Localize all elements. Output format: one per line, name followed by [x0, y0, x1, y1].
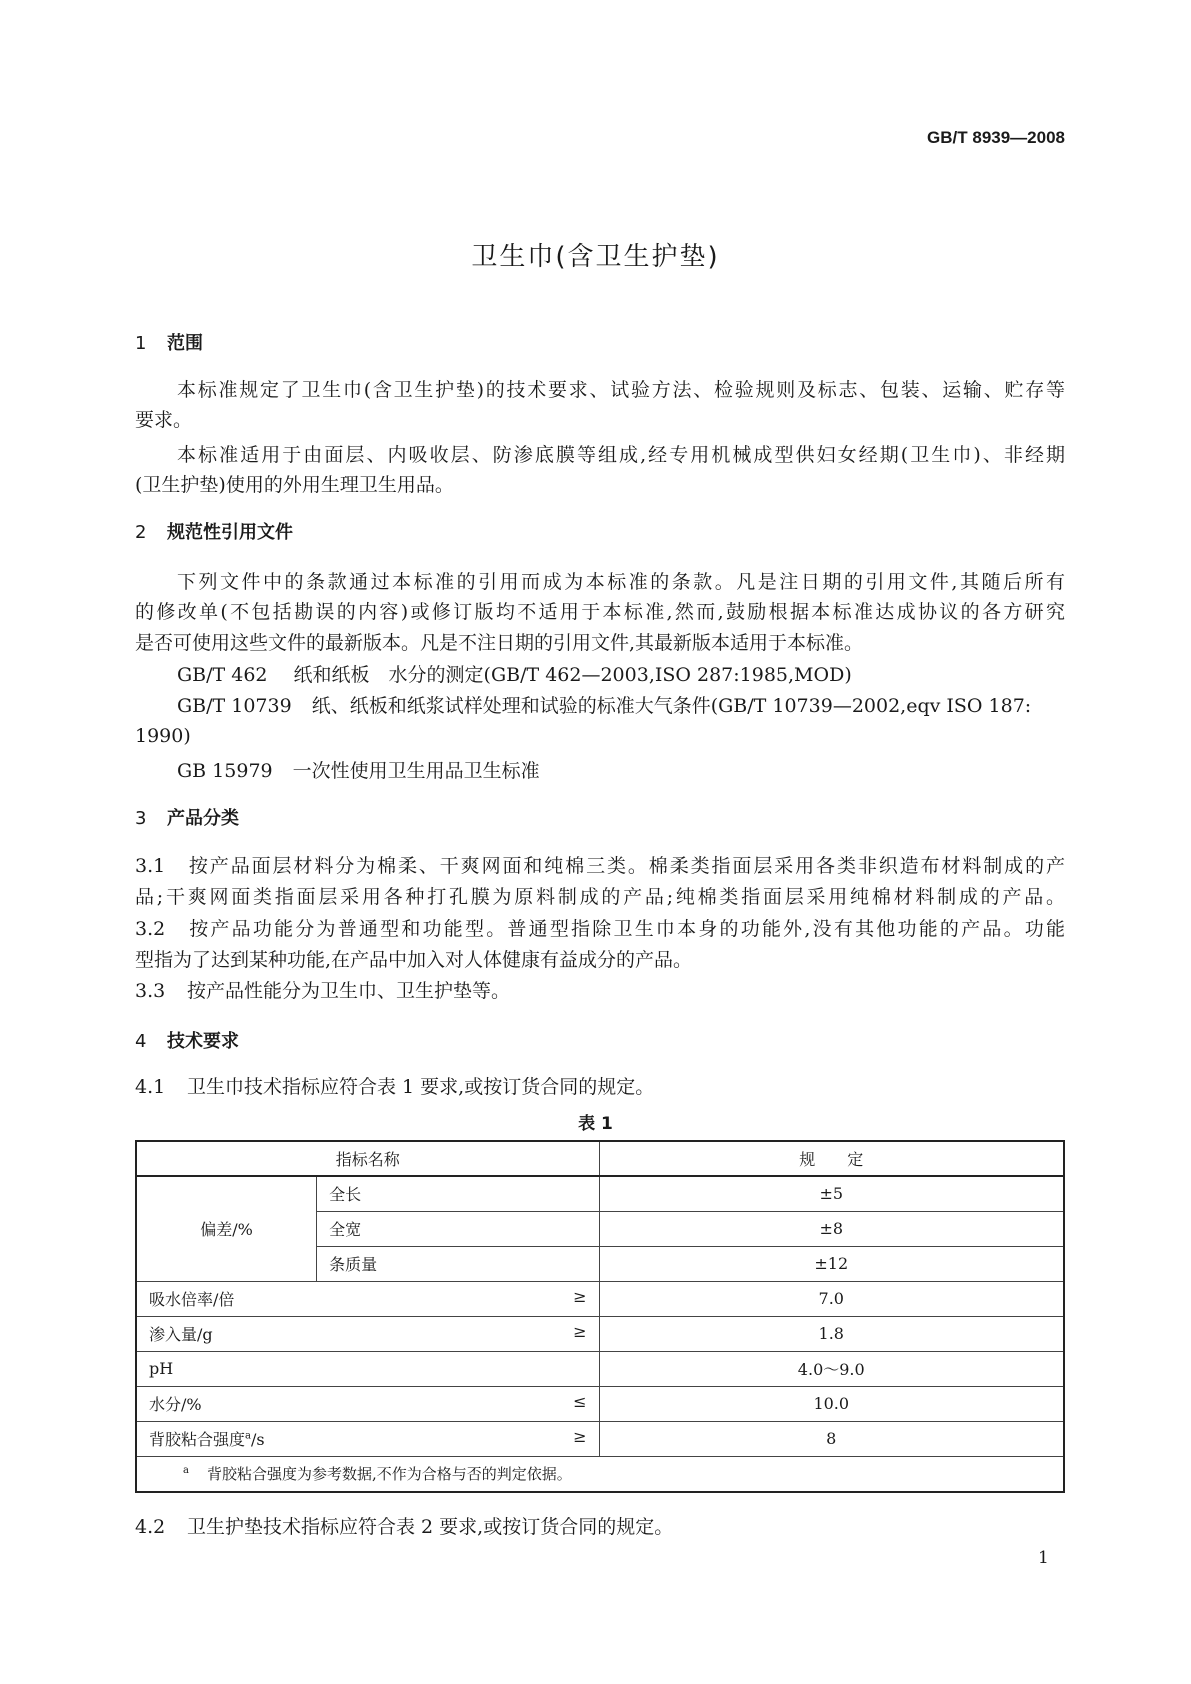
cell-name [136, 1351, 599, 1386]
table-row [136, 1386, 1064, 1421]
reference-item [135, 694, 1065, 718]
clause-4-1 [135, 1075, 1065, 1099]
clause-number: 3.1 [135, 855, 166, 877]
table-row [136, 1281, 1064, 1316]
comparison-operator: ≥ [573, 1287, 587, 1306]
comparison-operator: ≥ [573, 1322, 587, 1341]
cell-value: ±12 [599, 1246, 1064, 1281]
section-title: 产品分类 [167, 808, 239, 829]
reference-item [135, 663, 1065, 687]
group-label: 偏差/% [136, 1176, 317, 1281]
section-number: 4 [135, 1031, 147, 1052]
cell-name: 全长 [317, 1176, 599, 1211]
clause-text: 卫生护垫技术指标应符合表 2 要求,或按订货合同的规定。 [187, 1516, 674, 1538]
clause-number: 3.2 [135, 918, 166, 940]
footnote-mark: a [183, 1465, 189, 1477]
indicator-name: 吸水倍率/倍 [149, 1290, 235, 1309]
section-title: 范围 [167, 333, 203, 354]
cell-value: 8 [599, 1421, 1064, 1456]
indicator-name: 渗入量/g [149, 1325, 213, 1344]
column-header: 规 定 [599, 1141, 1064, 1176]
indicator-name: 背胶粘合强度 [149, 1430, 246, 1449]
paragraph-line: 本标准规定了卫生巾(含卫生护垫)的技术要求、试验方法、检验规则及标志、包装、运输、贮存等 [177, 379, 1065, 401]
section-1-heading [135, 332, 1065, 356]
reference-code: GB 15979 [177, 760, 273, 782]
cell-value: 10.0 [599, 1386, 1064, 1421]
cell-value: ±8 [599, 1211, 1064, 1246]
standard-number: GB/T 8939—2008 [927, 128, 1065, 147]
cell-name [136, 1316, 599, 1351]
reference-continuation: 1990) [135, 725, 191, 747]
paragraph-line: 的修改单(不包括勘误的内容)或修订版均不适用于本标准,然而,鼓励根据本标准达成协议的各方研究 [135, 601, 1065, 623]
cell-value: 7.0 [599, 1281, 1064, 1316]
section-number: 2 [135, 522, 147, 543]
paragraph-line: 型指为了达到某种功能,在产品中加入对人体健康有益成分的产品。 [135, 949, 693, 971]
table-footnote [136, 1456, 1064, 1492]
column-header: 指标名称 [136, 1141, 599, 1176]
clause-text: 按产品功能分为普通型和功能型。普通型指除卫生巾本身的功能外,没有其他功能的产品。功能 [187, 918, 1065, 940]
reference-code: GB/T 10739 [177, 695, 292, 717]
indicator-name: 水分/% [149, 1395, 202, 1414]
indicator-name: pH [149, 1359, 174, 1378]
cell-name [136, 1421, 599, 1456]
cell-value: ±5 [599, 1176, 1064, 1211]
cell-name [136, 1281, 599, 1316]
clause-number: 3.3 [135, 980, 166, 1002]
clause-4-2 [135, 1515, 1065, 1539]
table-header-row [136, 1141, 1064, 1176]
paragraph-line: 要求。 [135, 409, 193, 431]
paragraph-line: 下列文件中的条款通过本标准的引用而成为本标准的条款。凡是注日期的引用文件,其随后所有 [177, 571, 1065, 593]
table-1 [135, 1140, 1065, 1493]
table-caption: 表 1 [578, 1114, 613, 1134]
clause-3-1 [135, 854, 1065, 878]
reference-title: 纸和纸板 水分的测定(GB/T 462—2003,ISO 287:1985,MOD) [293, 664, 852, 686]
clause-text: 按产品面层材料分为棉柔、干爽网面和纯棉三类。棉柔类指面层采用各类非织造布材料制成的产 [187, 855, 1065, 877]
paragraph-line: (卫生护垫)使用的外用生理卫生用品。 [135, 474, 454, 496]
table-row [136, 1351, 1064, 1386]
cell-value: 4.0～9.0 [599, 1351, 1064, 1386]
page-number: 1 [1038, 1548, 1049, 1568]
section-title: 规范性引用文件 [167, 522, 293, 543]
table-row [136, 1316, 1064, 1351]
reference-item [135, 759, 1065, 783]
section-3-heading [135, 807, 1065, 831]
cell-name: 全宽 [317, 1211, 599, 1246]
reference-title: 纸、纸板和纸浆试样处理和试验的标准大气条件(GB/T 10739—2002,eqv ISO 187: [311, 695, 1032, 717]
cell-name: 条质量 [317, 1246, 599, 1281]
reference-code: GB/T 462 [177, 664, 268, 686]
cell-name [136, 1386, 599, 1421]
comparison-operator: ≤ [573, 1392, 587, 1411]
table-row [136, 1176, 1064, 1211]
cell-value: 1.8 [599, 1316, 1064, 1351]
footnote-ref: a [245, 1430, 251, 1442]
clause-number: 4.2 [135, 1516, 166, 1538]
document-title: 卫生巾(含卫生护垫) [471, 242, 720, 272]
footnote-text: 背胶粘合强度为参考数据,不作为合格与否的判定依据。 [206, 1465, 572, 1484]
table-footnote-row [136, 1456, 1064, 1492]
section-2-heading [135, 521, 1065, 545]
section-title: 技术要求 [167, 1031, 239, 1052]
section-number: 1 [135, 333, 147, 354]
clause-number: 4.1 [135, 1076, 166, 1098]
comparison-operator: ≥ [573, 1427, 587, 1446]
clause-text: 卫生巾技术指标应符合表 1 要求,或按订货合同的规定。 [187, 1076, 655, 1098]
table-row [136, 1421, 1064, 1456]
unit: /s [250, 1430, 265, 1449]
reference-title: 一次性使用卫生用品卫生标准 [292, 760, 540, 782]
paragraph-line: 本标准适用于由面层、内吸收层、防渗底膜等组成,经专用机械成型供妇女经期(卫生巾)、非经期 [177, 444, 1065, 466]
clause-3-3 [135, 979, 1065, 1003]
clause-text: 按产品性能分为卫生巾、卫生护垫等。 [187, 980, 511, 1002]
clause-3-2 [135, 917, 1065, 941]
section-number: 3 [135, 808, 147, 829]
paragraph-line: 品;干爽网面类指面层采用各种打孔膜为原料制成的产品;纯棉类指面层采用纯棉材料制成的产品。 [135, 886, 1065, 908]
section-4-heading [135, 1030, 1065, 1054]
paragraph-line: 是否可使用这些文件的最新版本。凡是不注日期的引用文件,其最新版本适用于本标准。 [135, 632, 864, 654]
